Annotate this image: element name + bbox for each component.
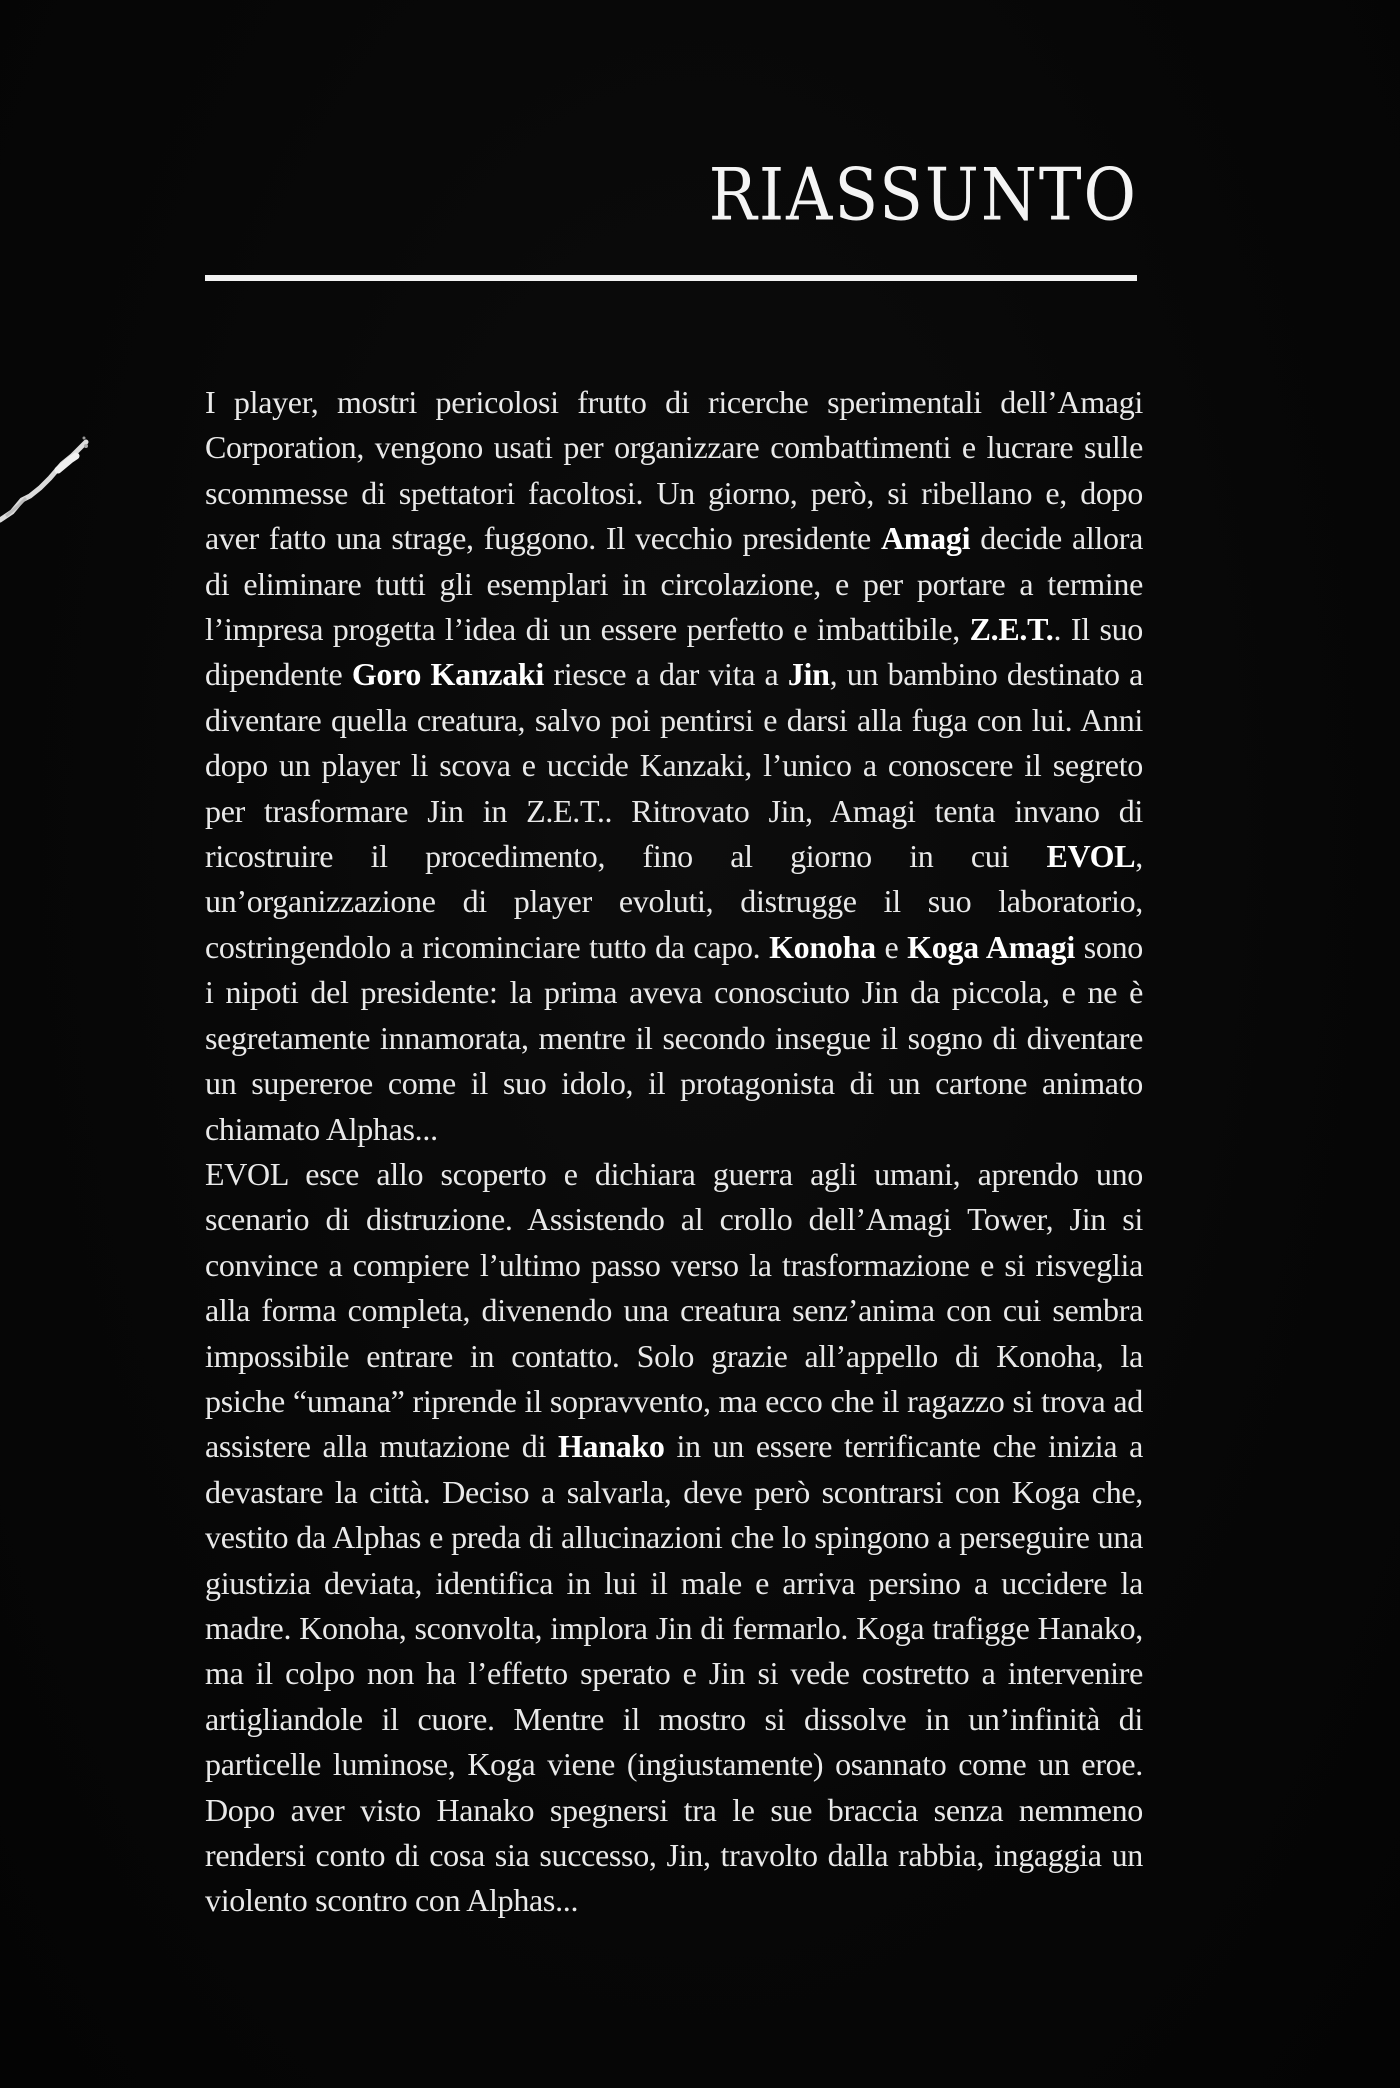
name-hanako: Hanako: [557, 1428, 665, 1465]
name-jin: Jin: [787, 656, 830, 693]
text-run: sono i nipoti del presidente: la prima aveva conosciuto Jin da piccola, e ne è segretamente innamorata, mentre il secondo insegue il sogno di diventare un supereroe come il suo idolo, il protagonista di un cartone animato chiamato Alphas...: [205, 928, 1143, 1147]
name-koga-amagi: Koga Amagi: [907, 928, 1075, 965]
name-evol: EVOL: [1046, 838, 1136, 875]
text-run: EVOL esce allo scoperto e dichiara guerra agli umani, aprendo uno scenario di distruzione. Assistendo al crollo dell’Amagi Tower, Jin si convince a compiere l’ultimo passo verso la trasformazione e si risveglia alla forma completa, divenendo una creatura senz’anima con cui sembra impossibile entrare in contatto. Solo grazie all’appello di Konoha, la psiche “umana” riprende il sopravvento, ma ecco che il ragazzo si trova ad assistere alla mutazione di: [205, 1155, 1143, 1465]
summary-paragraph-1: [205, 380, 1143, 1152]
text-run: . Il suo dipendente: [205, 611, 1143, 693]
text-run: decide allora di eliminare tutti gli esemplari in circolazione, e per portare a termine l’impresa progetta l’idea di un essere perfetto e imbattibile,: [205, 520, 1143, 648]
name-zet: Z.E.T.: [969, 611, 1054, 648]
text-run: in un essere terrificante che inizia a devastare la città. Deciso a salvarla, deve però scontrarsi con Koga che, vestito da Alphas e preda di allucinazioni che lo spingono a perseguire una giustizia deviata, identifica in lui il male e arriva persino a uccidere la madre. Konoha, sconvolta, implora Jin di fermarlo. Koga trafigge Hanako, ma il colpo non ha l’effetto sperato e Jin si vede costretto a intervenire artigliandole il cuore. Mentre il mostro si dissolve in un’infinità di particelle luminose, Koga viene (ingiustamente) osannato come un eroe. Dopo aver visto Hanako spegnersi tra le sue braccia senza nemmeno rendersi conto di cosa sia successo, Jin, travolto dalla rabbia, ingaggia un violento scontro con Alphas...: [205, 1428, 1143, 1919]
summary-paragraph-2: [205, 1152, 1143, 1924]
page-title: RIASSUNTO: [708, 154, 1138, 238]
text-run: riesce a dar vita a: [544, 656, 788, 693]
scan-artifact-mark: [0, 420, 90, 530]
name-amagi: Amagi: [881, 520, 971, 557]
name-konoha: Konoha: [769, 928, 876, 965]
text-run: , un bambino destinato a diventare quella creatura, salvo poi pentirsi e darsi alla fuga con lui. Anni dopo un player li scova e uccide Kanzaki, l’unico a conoscere il segreto per trasformare Jin in Z.E.T.. Ritrovato Jin, Amagi tenta invano di ricostruire il procedimento, fino al giorno in cui: [205, 656, 1144, 875]
text-run: e: [875, 928, 908, 965]
title-divider: [205, 275, 1137, 281]
summary-text: [205, 380, 1143, 1924]
text-run: , un’organizzazione di player evoluti, distrugge il suo laboratorio, costringendolo a ricominciare tutto da capo.: [205, 838, 1143, 965]
name-goro-kanzaki: Goro Kanzaki: [351, 656, 545, 693]
text-run: I player, mostri pericolosi frutto di ricerche sperimentali dell’Amagi Corporation, vengono usati per organizzare combattimenti e lucrare sulle scommesse di spettatori facoltosi. Un giorno, però, si ribellano e, dopo aver fatto una strage, fuggono. Il vecchio presidente: [205, 384, 1143, 557]
